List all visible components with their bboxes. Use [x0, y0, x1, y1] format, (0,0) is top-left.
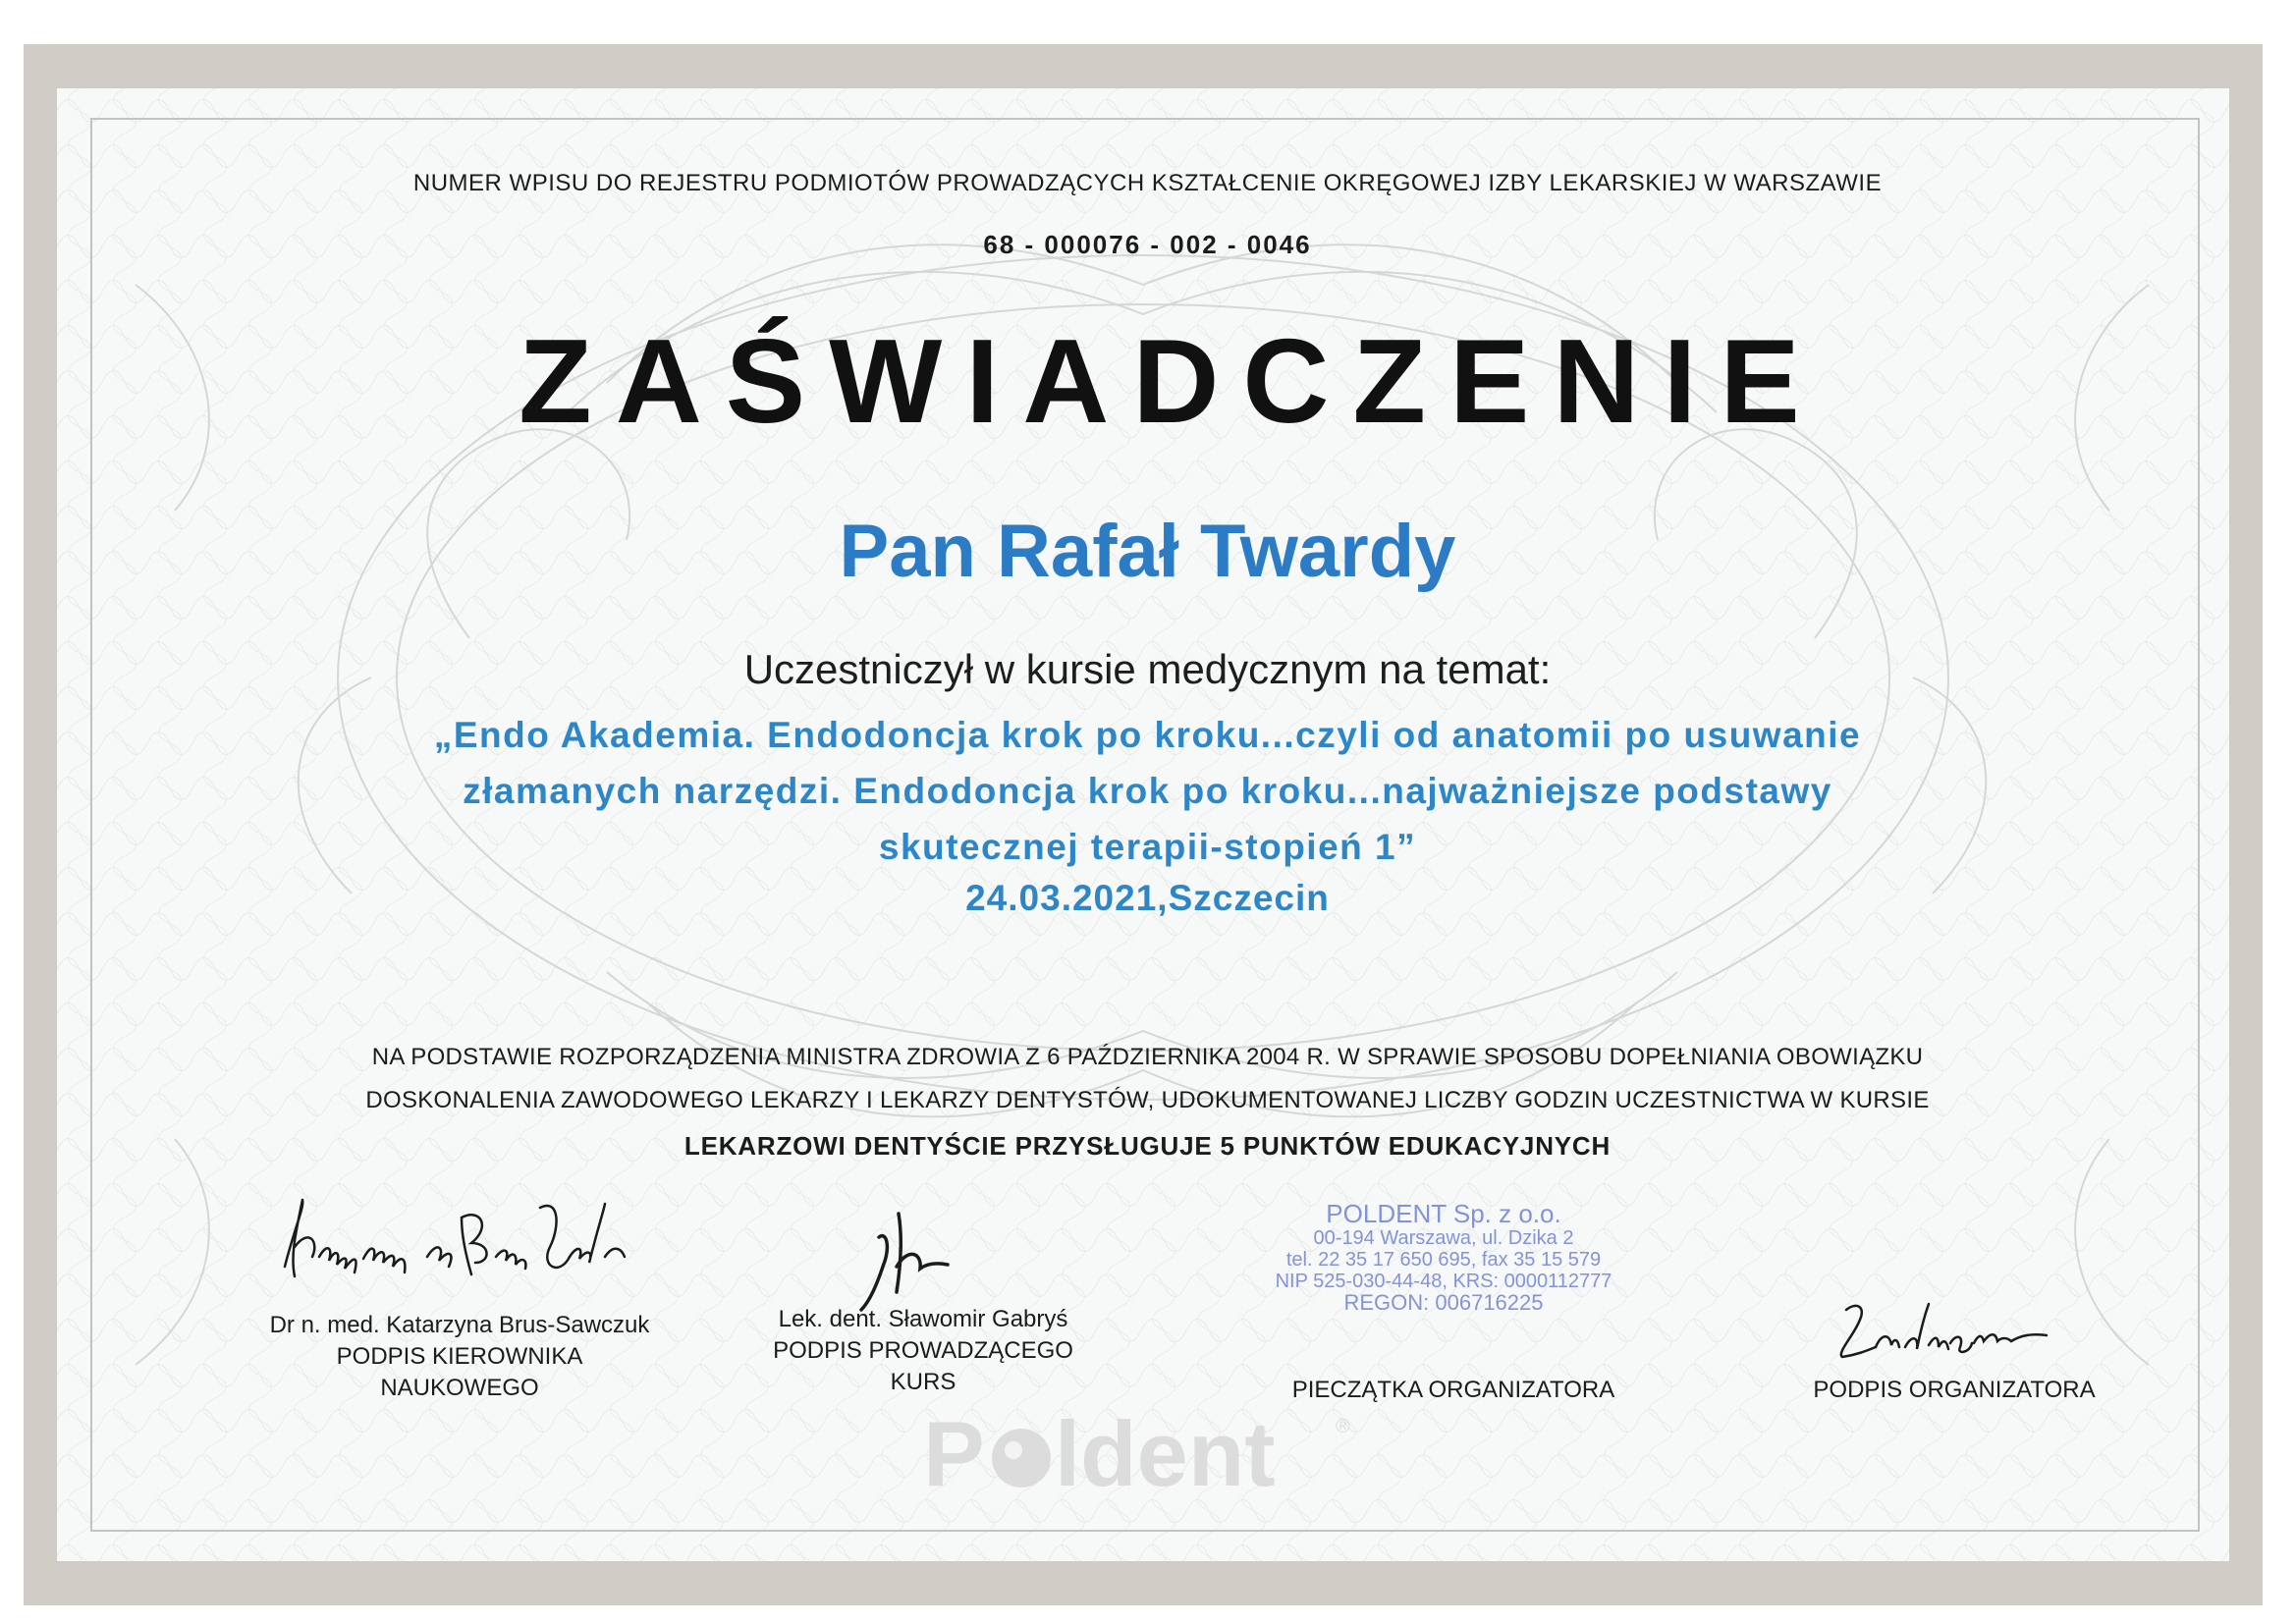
stamp-company: POLDENT Sp. z o.o.: [1326, 1199, 1561, 1228]
education-points: LEKARZOWI DENTYŚCIE PRZYSŁUGUJE 5 PUNKTÓW EDUKACYJNYCH: [683, 1131, 1612, 1161]
document-title: ZAŚWIADCZENIE: [519, 314, 1824, 448]
course-title-line: „Endo Akademia. Endodoncja krok po kroku...czyli od anatomii po usuwanie: [433, 715, 1862, 755]
legal-line: NA PODSTAWIE ROZPORZĄDZENIA MINISTRA ZDROWIA Z 6 PAŹDZIERNIKA 2004 R. W SPRAWIE SPOSOBU DOPEŁNIANIA OBOWIĄZKU: [371, 1044, 1924, 1070]
svg-text:ldent: ldent: [1055, 1402, 1276, 1505]
svg-text:P: P: [923, 1402, 985, 1505]
scientific-head-signature-block: [224, 1310, 695, 1404]
organizer-signature-block: [1748, 1375, 2160, 1406]
course-title-line: złamanych narzędzi. Endodoncja krok po kroku...najważniejsze podstawy: [463, 771, 1832, 811]
organizer-stamp-label: PIECZĄTKA ORGANIZATORA: [1291, 1377, 1615, 1403]
instructor-signature-block: [727, 1304, 1120, 1398]
registry-header: NUMER WPISU DO REJESTRU PODMIOTÓW PROWADZĄCYCH KSZTAŁCENIE OKRĘGOWEJ IZBY LEKARSKIEJ W WARSZAWIE: [412, 170, 1883, 196]
svg-text:®: ®: [1336, 1416, 1350, 1437]
stamp-nip-krs: NIP 525-030-44-48, KRS: 0000112777: [1275, 1271, 1612, 1292]
stamp-phone: tel. 22 35 17 650 695, fax 35 15 579: [1285, 1249, 1602, 1271]
course-intro: Uczestniczył w kursie medycznym na temat:: [743, 646, 1552, 692]
stamp-regon: REGON: 006716225: [1343, 1290, 1544, 1315]
instructor-role: PODPIS PROWADZĄCEGO: [773, 1337, 1073, 1364]
signature-organizer: [1827, 1296, 2082, 1365]
scientific-head-name: Dr n. med. Katarzyna Brus-Sawczuk: [269, 1312, 650, 1338]
recipient-name: Pan Rafał Twardy: [839, 510, 1456, 593]
date-place: 24.03.2021,Szczecin: [965, 878, 1330, 918]
organizer-role: PODPIS ORGANIZATORA: [1813, 1377, 2096, 1403]
registry-number: 68 - 000076 - 002 - 0046: [983, 230, 1312, 259]
stamp-address: 00-194 Warszawa, ul. Dzika 2: [1313, 1227, 1574, 1249]
organizer-stamp: [1237, 1200, 1650, 1314]
course-title: [0, 707, 2295, 875]
course-title-line: skutecznej terapii-stopień 1”: [878, 827, 1417, 867]
signature-scientific-head: [265, 1188, 658, 1296]
instructor-role: KURS: [890, 1369, 956, 1395]
scientific-head-role: NAUKOWEGO: [380, 1375, 539, 1401]
poldent-logo: [923, 1399, 1375, 1507]
legal-basis: [0, 1036, 2295, 1122]
signature-instructor: [840, 1208, 997, 1316]
legal-line: DOSKONALENIA ZAWODOWEGO LEKARZY I LEKARZY DENTYSTÓW, UDOKUMENTOWANEJ LICZBY GODZIN UCZESTNICTWA W KURSIE: [365, 1087, 1930, 1113]
scientific-head-role: PODPIS KIEROWNIKA: [336, 1343, 583, 1370]
instructor-name: Lek. dent. Sławomir Gabryś: [778, 1306, 1068, 1332]
